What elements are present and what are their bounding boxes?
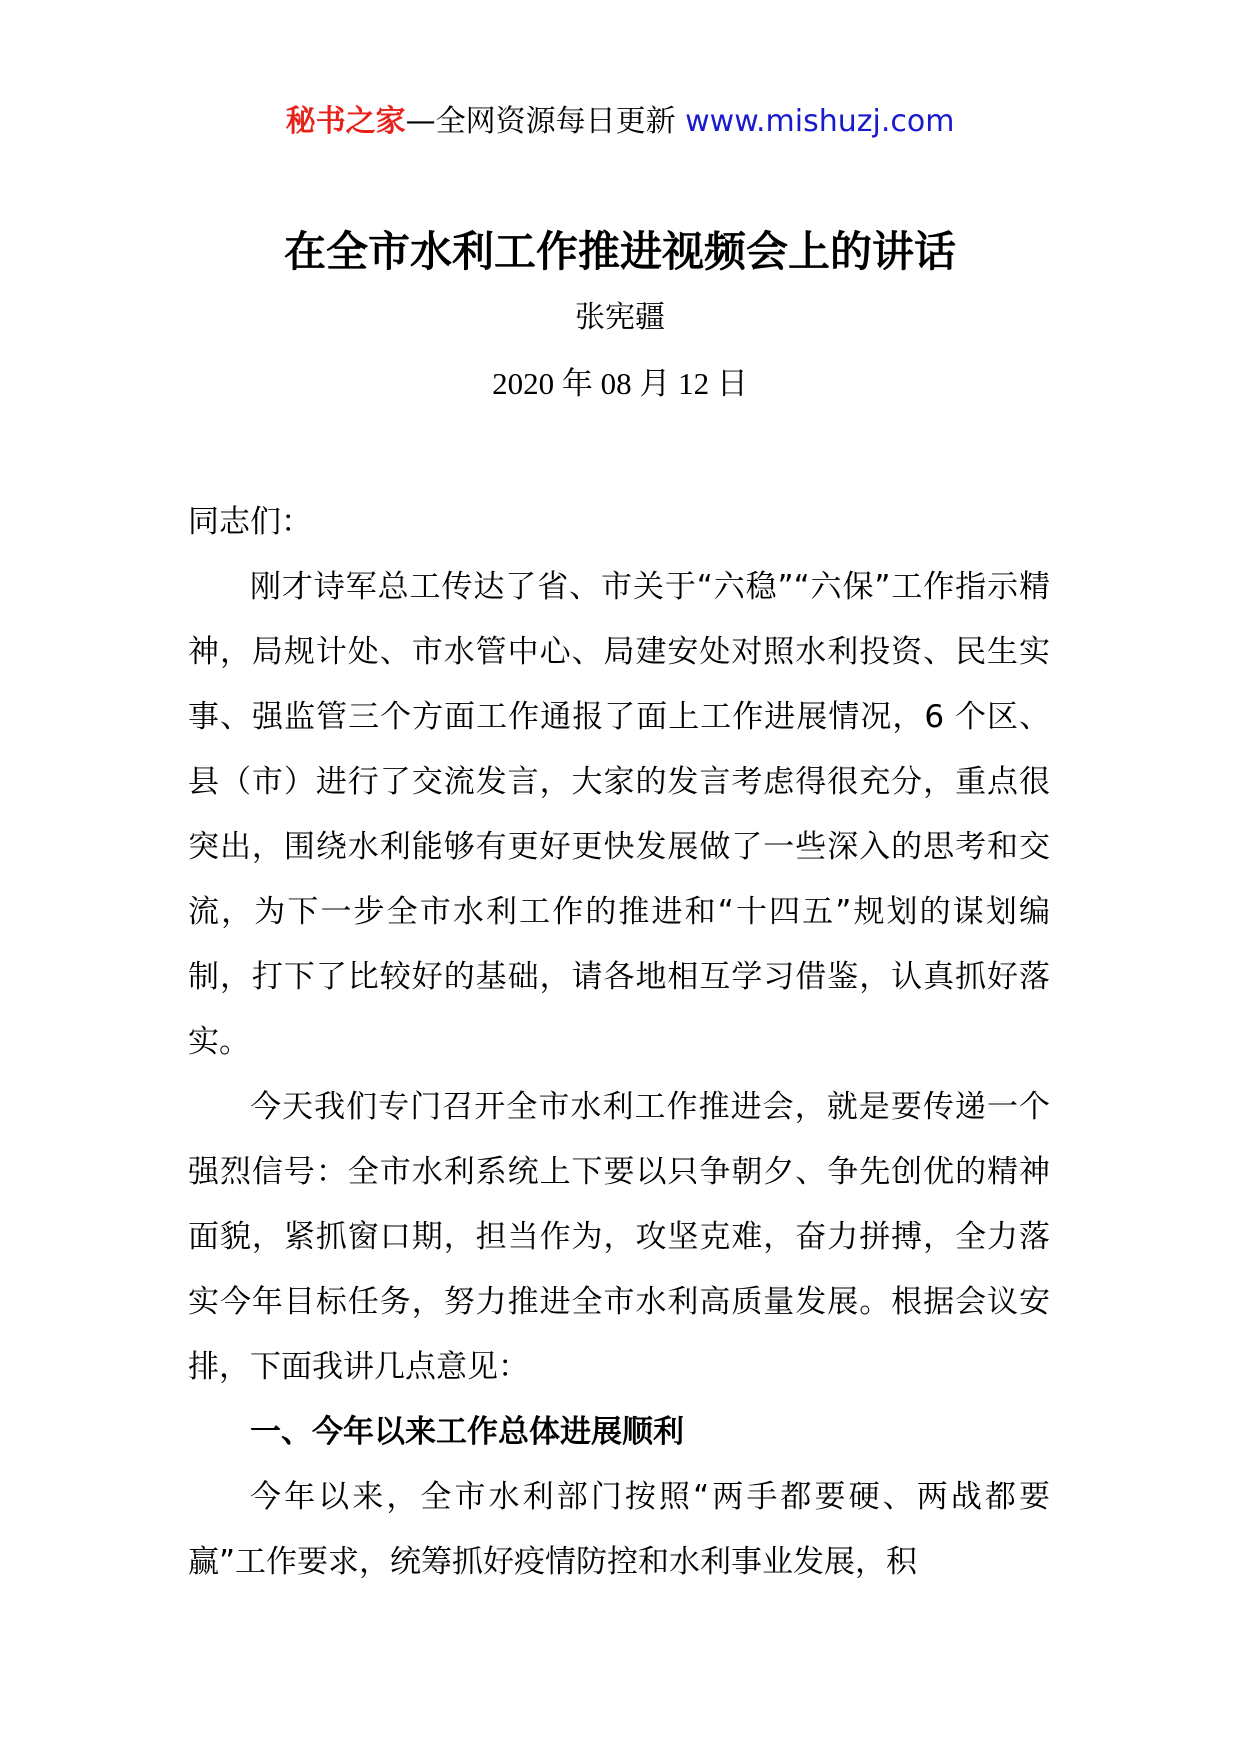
banner-tagline: —全网资源每日更新	[405, 104, 686, 139]
body-paragraph: 今天我们专门召开全市水利工作推进会，就是要传递一个强烈信号：全市水利系统上下要以只争朝夕、争先创优的精神面貌，紧抓窗口期，担当作为，攻坚克难，奋力拼搏，全力落实今年目标任务，努力推进全市水利高质量发展。根据会议安排，下面我讲几点意见：	[188, 1089, 1050, 1385]
salutation: 同志们：	[188, 504, 312, 540]
site-banner	[0, 100, 1240, 144]
section-heading: 一、今年以来工作总体进展顺利	[250, 1414, 684, 1450]
document-title: 在全市水利工作推进视频会上的讲话	[283, 227, 956, 276]
brand-name: 秘书之家	[285, 104, 406, 139]
document-body	[188, 490, 1050, 1595]
body-paragraph: 刚才诗军总工传达了省、市关于“六稳”“六保”工作指示精神，局规计处、市水管中心、局建安处对照水利投资、民生实事、强监管三个方面工作通报了面上工作进展情况，6 个区、县（市）进行了交流发言，大家的发言考虑得很充分，重点很突出，围绕水利能够有更好更快发展做了一些深入的思考和交流，为下一步全市水利工作的推进和“十四五”规划的谋划编制，打下了比较好的基础，请各地相互学习借鉴，认真抓好落实。	[188, 569, 1050, 1060]
document-date: 2020 年 08 月 12 日	[492, 366, 748, 401]
body-paragraph: 今年以来，全市水利部门按照“两手都要硬、两战都要赢”工作要求，统筹抓好疫情防控和水利事业发展，积	[188, 1479, 1050, 1580]
site-url-link[interactable]: www.mishuzj.com	[685, 104, 955, 139]
document-author: 张宪疆	[575, 300, 665, 335]
